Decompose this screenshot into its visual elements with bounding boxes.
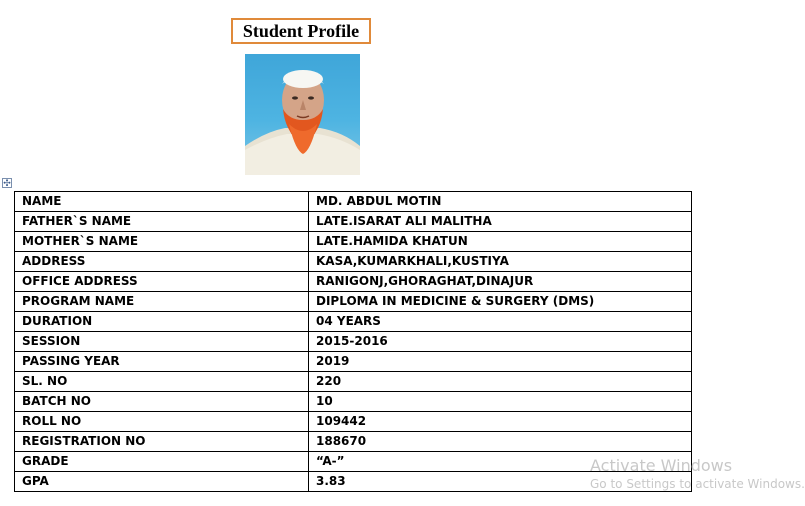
row-value: 10 bbox=[309, 392, 692, 412]
activate-windows-watermark bbox=[590, 456, 805, 491]
row-value: 04 YEARS bbox=[309, 312, 692, 332]
table-row bbox=[15, 272, 692, 292]
profile-table bbox=[14, 191, 692, 492]
row-value: KASA,KUMARKHALI,KUSTIYA bbox=[309, 252, 692, 272]
watermark-subtitle: Go to Settings to activate Windows. bbox=[590, 477, 805, 491]
table-row bbox=[15, 372, 692, 392]
table-row bbox=[15, 312, 692, 332]
table-row bbox=[15, 212, 692, 232]
table-row bbox=[15, 412, 692, 432]
row-label: PROGRAM NAME bbox=[15, 292, 309, 312]
row-value: “A-” bbox=[309, 452, 692, 472]
row-value: 220 bbox=[309, 372, 692, 392]
row-value: RANIGONJ,GHORAGHAT,DINAJUR bbox=[309, 272, 692, 292]
row-label: ADDRESS bbox=[15, 252, 309, 272]
row-value: 2019 bbox=[309, 352, 692, 372]
student-portrait-image bbox=[245, 54, 360, 175]
row-label: SL. NO bbox=[15, 372, 309, 392]
row-label: SESSION bbox=[15, 332, 309, 352]
row-label: MOTHER`S NAME bbox=[15, 232, 309, 252]
row-value: MD. ABDUL MOTIN bbox=[309, 192, 692, 212]
table-row bbox=[15, 332, 692, 352]
table-row bbox=[15, 292, 692, 312]
row-label: PASSING YEAR bbox=[15, 352, 309, 372]
watermark-title: Activate Windows bbox=[590, 456, 733, 475]
row-label: ROLL NO bbox=[15, 412, 309, 432]
row-label: OFFICE ADDRESS bbox=[15, 272, 309, 292]
table-row bbox=[15, 192, 692, 212]
row-label: NAME bbox=[15, 192, 309, 212]
row-value: DIPLOMA IN MEDICINE & SURGERY (DMS) bbox=[309, 292, 692, 312]
row-value: 2015-2016 bbox=[309, 332, 692, 352]
row-label: DURATION bbox=[15, 312, 309, 332]
row-value: 109442 bbox=[309, 412, 692, 432]
table-row bbox=[15, 232, 692, 252]
row-value: LATE.HAMIDA KHATUN bbox=[309, 232, 692, 252]
row-label: GRADE bbox=[15, 452, 309, 472]
move-cross-icon[interactable]: ✣ bbox=[3, 177, 11, 188]
page-title: Student Profile bbox=[231, 18, 371, 44]
row-label: REGISTRATION NO bbox=[15, 432, 309, 452]
table-row bbox=[15, 252, 692, 272]
table-row bbox=[15, 352, 692, 372]
row-value: 3.83 bbox=[309, 472, 692, 492]
table-row bbox=[15, 392, 692, 412]
row-label: GPA bbox=[15, 472, 309, 492]
row-label: BATCH NO bbox=[15, 392, 309, 412]
row-value: LATE.ISARAT ALI MALITHA bbox=[309, 212, 692, 232]
table-row bbox=[15, 432, 692, 452]
row-value: 188670 bbox=[309, 432, 692, 452]
student-photo bbox=[245, 54, 360, 175]
row-label: FATHER`S NAME bbox=[15, 212, 309, 232]
